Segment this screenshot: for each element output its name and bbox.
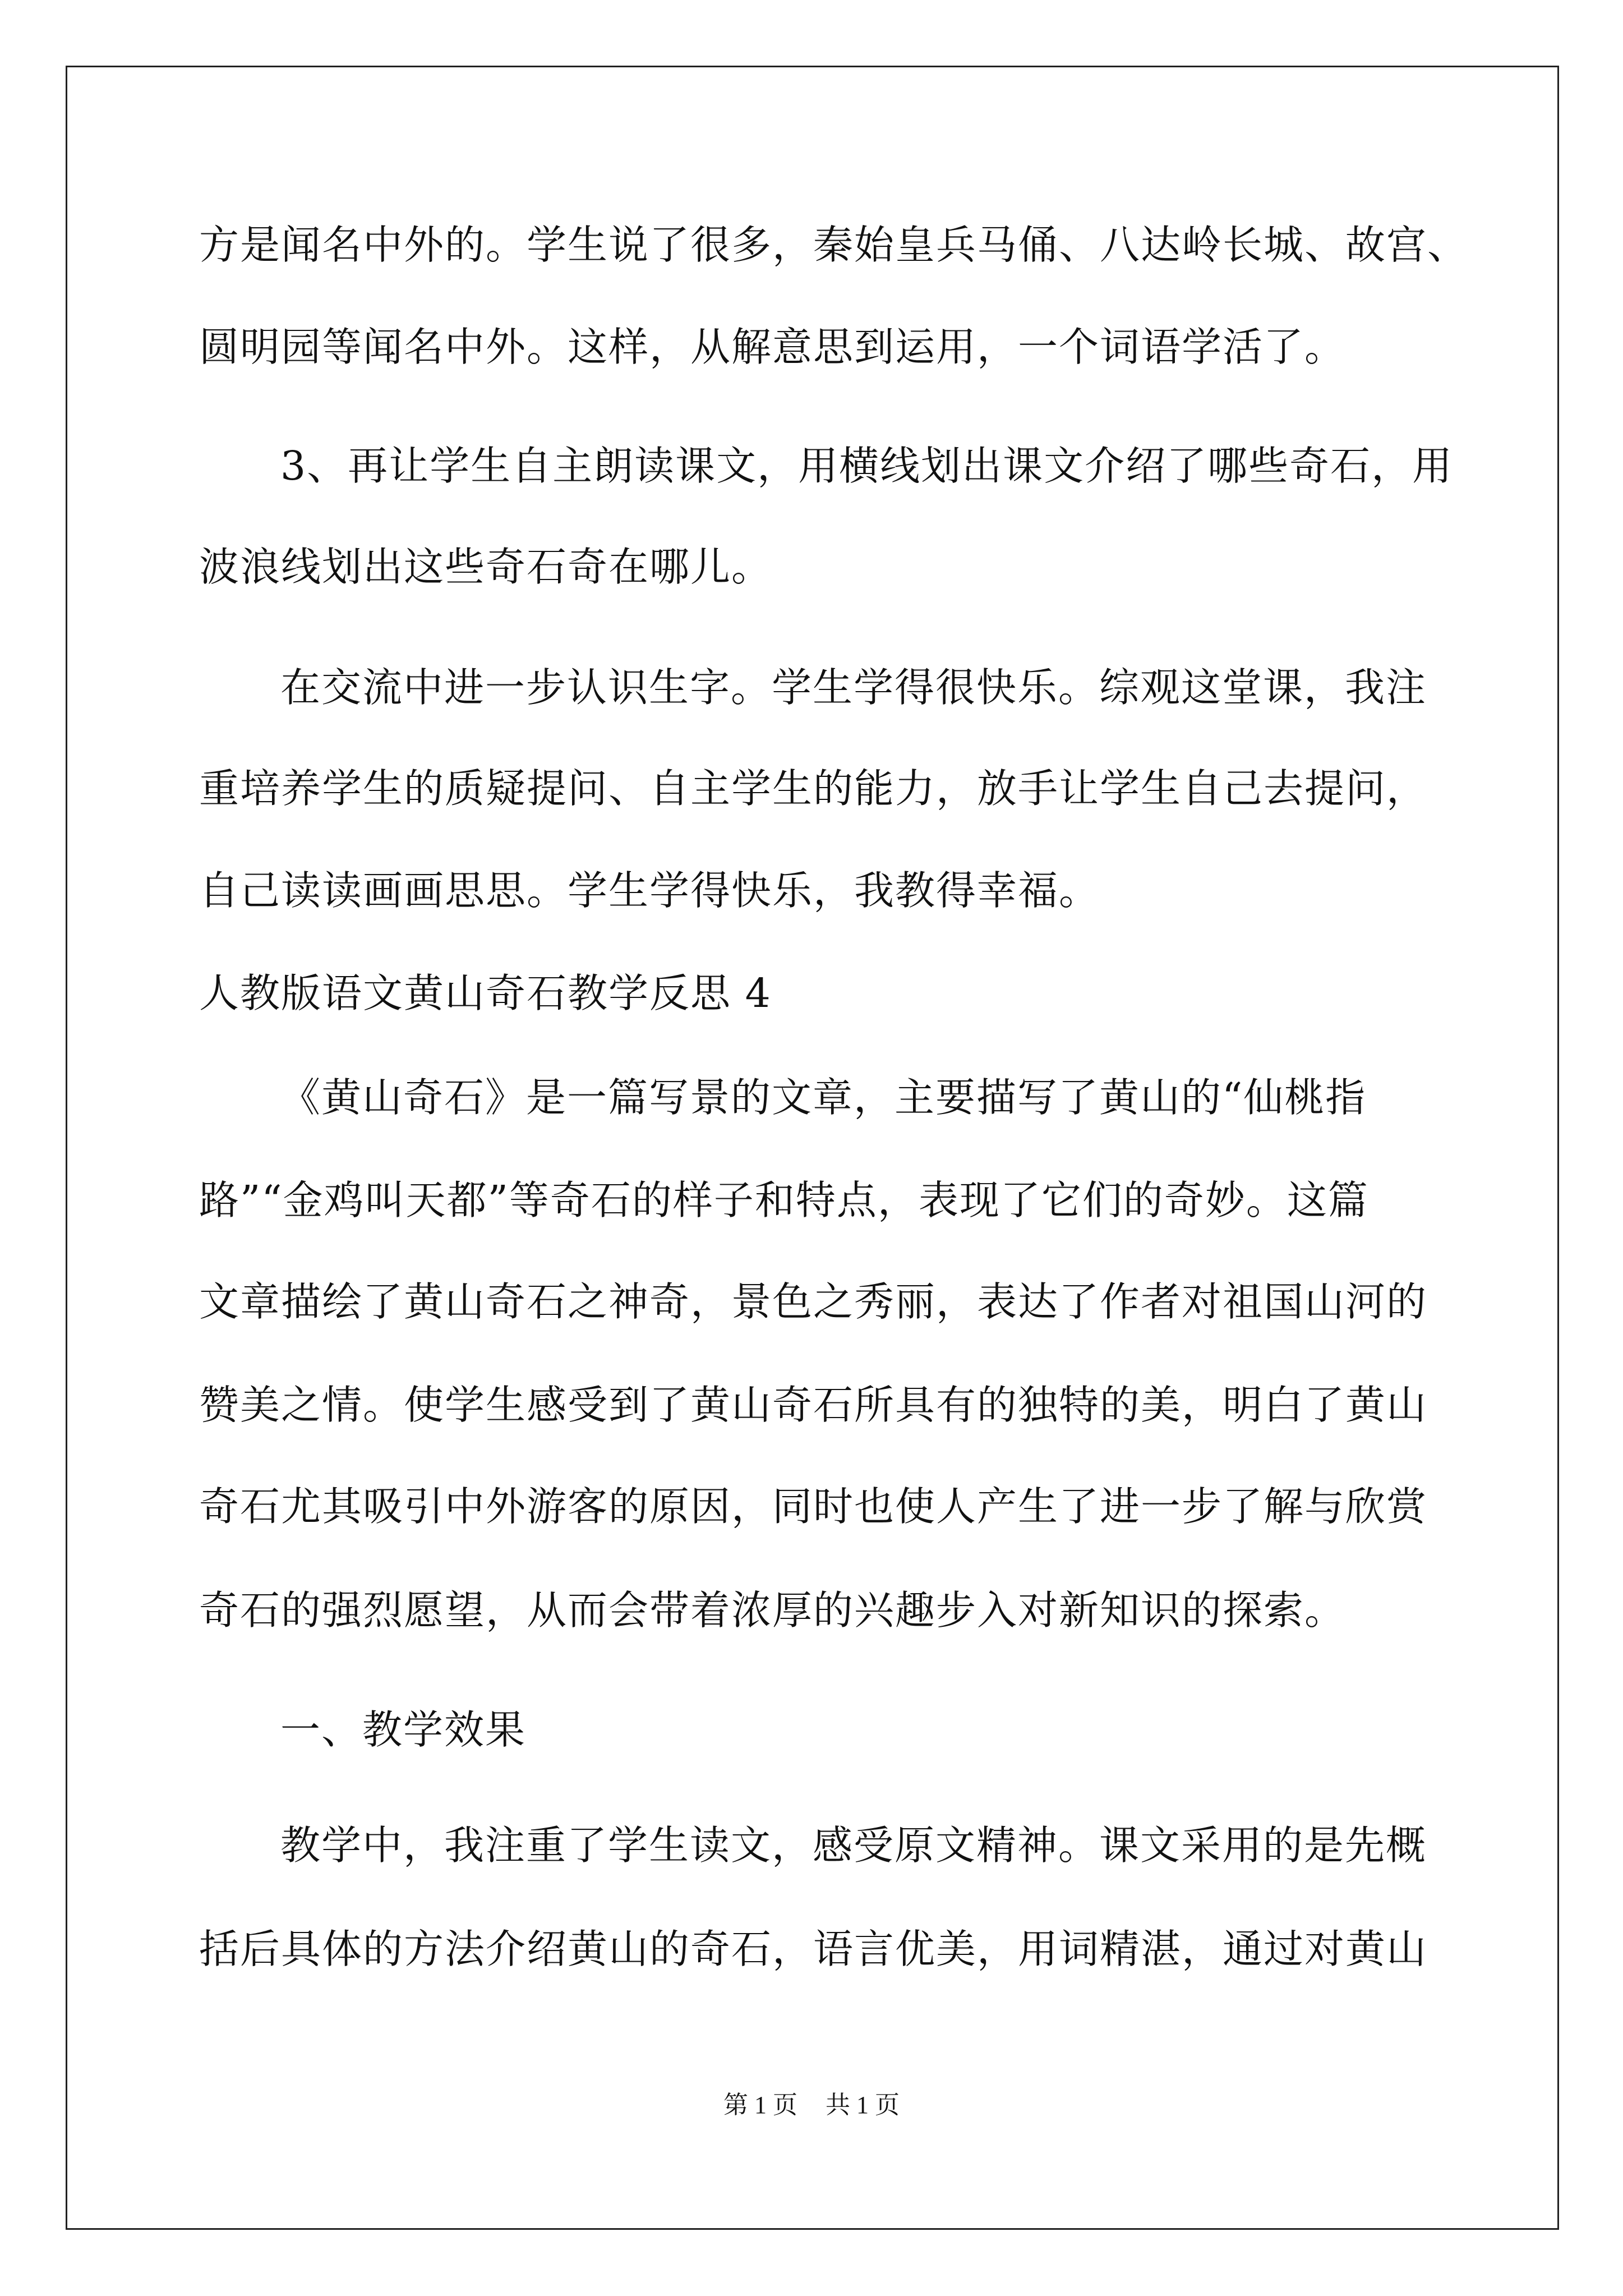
body-line: 括后具体的方法介绍黄山的奇石，语言优美，用词精湛，通过对黄山 <box>199 1926 1428 1972</box>
body-line: 圆明园等闻名中外。这样，从解意思到运用，一个词语学活了。 <box>199 324 1346 370</box>
page-number: 第 1 页 <box>723 2091 797 2119</box>
page-border <box>66 66 1559 2230</box>
page-footer <box>0 2088 1623 2122</box>
body-line: 方是闻名中外的。学生说了很多，秦始皇兵马俑、八达岭长城、故宫、 <box>199 222 1469 268</box>
body-line: 《黄山奇石》是一篇写景的文章，主要描写了黄山的“仙桃指 <box>280 1074 1367 1121</box>
body-line: 自己读读画画思思。学生学得快乐，我教得幸福。 <box>199 867 1100 914</box>
body-line: 赞美之情。使学生感受到了黄山奇石所具有的独特的美，明白了黄山 <box>199 1382 1428 1428</box>
body-line: 在交流中进一步认识生字。学生学得很快乐。综观这堂课，我注 <box>280 664 1427 711</box>
body-line: 波浪线划出这些奇石奇在哪儿。 <box>199 544 773 590</box>
subheading: 一、教学效果 <box>280 1706 527 1753</box>
body-line: 路”“金鸡叫天都”等奇石的样子和特点，表现了它们的奇妙。这篇 <box>199 1177 1369 1223</box>
body-line: 教学中，我注重了学生读文，感受原文精神。课文采用的是先概 <box>280 1822 1427 1869</box>
body-line: 奇石的强烈愿望，从而会带着浓厚的兴趣步入对新知识的探索。 <box>199 1587 1346 1634</box>
page-total: 共 1 页 <box>826 2091 900 2119</box>
section-heading: 人教版语文黄山奇石教学反思 4 <box>199 970 772 1016</box>
body-line: 重培养学生的质疑提问、自主学生的能力，放手让学生自己去提问， <box>199 765 1428 812</box>
body-line: 3、再让学生自主朗读课文，用横线划出课文介绍了哪些奇石，用 <box>280 443 1454 489</box>
body-line: 文章描绘了黄山奇石之神奇，景色之秀丽，表达了作者对祖国山河的 <box>199 1278 1428 1325</box>
body-line: 奇石尤其吸引中外游客的原因，同时也使人产生了进一步了解与欣赏 <box>199 1483 1428 1530</box>
